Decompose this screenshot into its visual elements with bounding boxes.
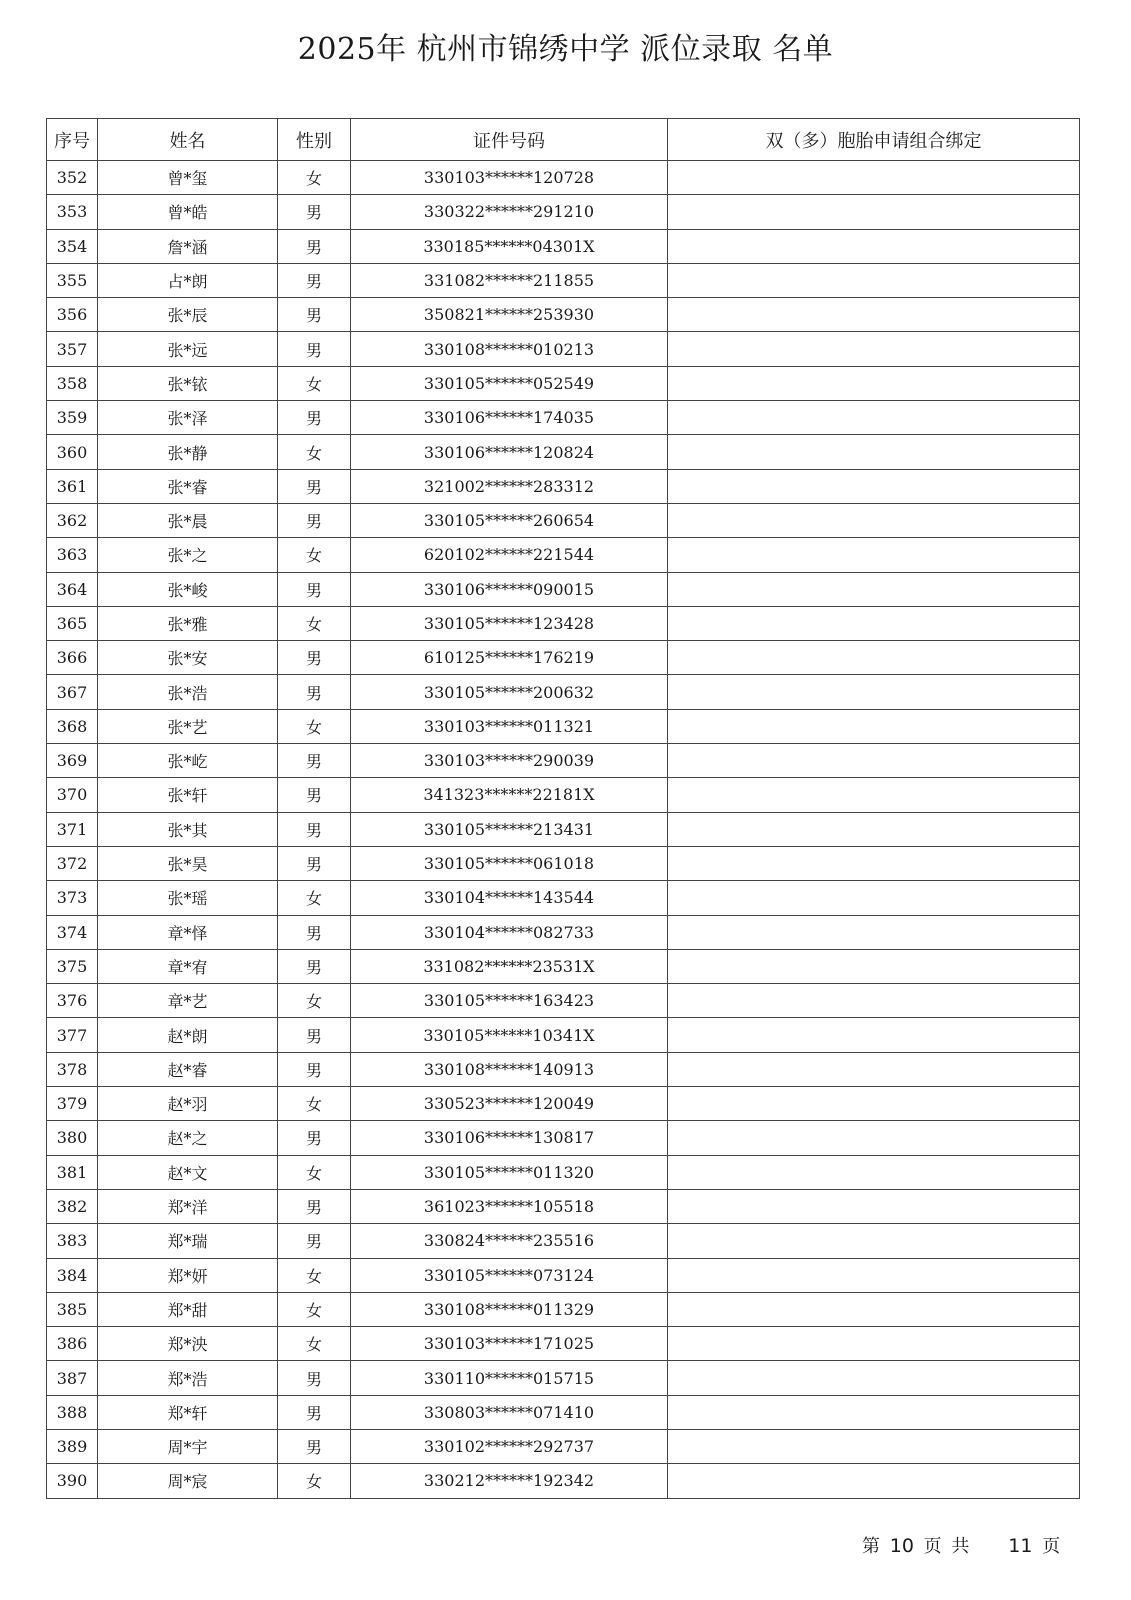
cell-serial: 363 (47, 538, 98, 572)
cell-gender: 女 (278, 881, 351, 915)
cell-gender: 男 (278, 846, 351, 880)
cell-gender: 男 (278, 1224, 351, 1258)
cell-twin-binding (668, 435, 1080, 469)
cell-name: 张*轩 (98, 778, 278, 812)
cell-serial: 369 (47, 744, 98, 778)
footer-middle: 页 共 (923, 1536, 970, 1557)
cell-twin-binding (668, 503, 1080, 537)
cell-twin-binding (668, 641, 1080, 675)
cell-serial: 364 (47, 572, 98, 606)
cell-serial: 359 (47, 401, 98, 435)
cell-serial: 385 (47, 1292, 98, 1326)
cell-name: 郑*妍 (98, 1258, 278, 1292)
cell-serial: 370 (47, 778, 98, 812)
cell-gender: 男 (278, 503, 351, 537)
cell-name: 张*艺 (98, 709, 278, 743)
table-header-row (47, 119, 1080, 161)
table-row (47, 744, 1080, 778)
cell-gender: 女 (278, 1327, 351, 1361)
cell-twin-binding (668, 572, 1080, 606)
cell-id-number: 330105******123428 (351, 606, 668, 640)
cell-name: 詹*涵 (98, 229, 278, 263)
cell-name: 张*瑶 (98, 881, 278, 915)
header-name: 姓名 (98, 119, 278, 161)
cell-twin-binding (668, 1018, 1080, 1052)
cell-id-number: 330212******192342 (351, 1464, 668, 1498)
cell-gender: 女 (278, 709, 351, 743)
cell-id-number: 331082******211855 (351, 263, 668, 297)
cell-twin-binding (668, 1224, 1080, 1258)
cell-serial: 353 (47, 195, 98, 229)
cell-twin-binding (668, 1361, 1080, 1395)
cell-id-number: 330106******090015 (351, 572, 668, 606)
cell-twin-binding (668, 1189, 1080, 1223)
cell-serial: 372 (47, 846, 98, 880)
cell-name: 张*其 (98, 812, 278, 846)
cell-gender: 女 (278, 1087, 351, 1121)
cell-gender: 女 (278, 1292, 351, 1326)
cell-gender: 男 (278, 1121, 351, 1155)
cell-name: 郑*轩 (98, 1395, 278, 1429)
cell-twin-binding (668, 332, 1080, 366)
table-row (47, 1361, 1080, 1395)
cell-gender: 男 (278, 332, 351, 366)
cell-serial: 352 (47, 161, 98, 195)
cell-name: 张*屹 (98, 744, 278, 778)
cell-gender: 男 (278, 263, 351, 297)
cell-id-number: 330104******143544 (351, 881, 668, 915)
cell-gender: 男 (278, 401, 351, 435)
cell-id-number: 330110******015715 (351, 1361, 668, 1395)
table-row (47, 1327, 1080, 1361)
table-row (47, 401, 1080, 435)
cell-id-number: 330106******120824 (351, 435, 668, 469)
cell-gender: 女 (278, 1258, 351, 1292)
cell-gender: 女 (278, 1155, 351, 1189)
cell-id-number: 620102******221544 (351, 538, 668, 572)
cell-serial: 365 (47, 606, 98, 640)
cell-name: 郑*甜 (98, 1292, 278, 1326)
table-row (47, 606, 1080, 640)
cell-id-number: 330322******291210 (351, 195, 668, 229)
header-serial: 序号 (47, 119, 98, 161)
cell-id-number: 330106******130817 (351, 1121, 668, 1155)
cell-gender: 男 (278, 641, 351, 675)
table-row (47, 778, 1080, 812)
table-row (47, 846, 1080, 880)
table-row (47, 915, 1080, 949)
cell-serial: 361 (47, 469, 98, 503)
cell-gender: 男 (278, 778, 351, 812)
cell-serial: 373 (47, 881, 98, 915)
cell-gender: 男 (278, 675, 351, 709)
cell-id-number: 330108******011329 (351, 1292, 668, 1326)
cell-gender: 男 (278, 298, 351, 332)
cell-twin-binding (668, 1395, 1080, 1429)
cell-serial: 367 (47, 675, 98, 709)
table-row (47, 503, 1080, 537)
cell-twin-binding (668, 469, 1080, 503)
cell-gender: 男 (278, 229, 351, 263)
table-row (47, 366, 1080, 400)
cell-twin-binding (668, 195, 1080, 229)
cell-id-number: 330105******213431 (351, 812, 668, 846)
cell-gender: 男 (278, 1052, 351, 1086)
cell-serial: 354 (47, 229, 98, 263)
cell-serial: 366 (47, 641, 98, 675)
cell-id-number: 321002******283312 (351, 469, 668, 503)
table-row (47, 1018, 1080, 1052)
cell-id-number: 330523******120049 (351, 1087, 668, 1121)
cell-serial: 388 (47, 1395, 98, 1429)
cell-id-number: 330103******011321 (351, 709, 668, 743)
cell-twin-binding (668, 1155, 1080, 1189)
cell-gender: 女 (278, 538, 351, 572)
cell-id-number: 330105******260654 (351, 503, 668, 537)
cell-id-number: 330105******073124 (351, 1258, 668, 1292)
cell-id-number: 361023******105518 (351, 1189, 668, 1223)
cell-gender: 男 (278, 1395, 351, 1429)
cell-gender: 女 (278, 984, 351, 1018)
cell-id-number: 330105******011320 (351, 1155, 668, 1189)
cell-serial: 383 (47, 1224, 98, 1258)
cell-name: 张*睿 (98, 469, 278, 503)
cell-id-number: 330103******290039 (351, 744, 668, 778)
cell-serial: 375 (47, 949, 98, 983)
table-row (47, 572, 1080, 606)
cell-twin-binding (668, 1292, 1080, 1326)
cell-id-number: 330104******082733 (351, 915, 668, 949)
table-row (47, 1395, 1080, 1429)
cell-gender: 男 (278, 949, 351, 983)
cell-id-number: 330103******171025 (351, 1327, 668, 1361)
cell-twin-binding (668, 915, 1080, 949)
cell-gender: 男 (278, 1361, 351, 1395)
header-id-number: 证件号码 (351, 119, 668, 161)
cell-gender: 男 (278, 469, 351, 503)
cell-gender: 女 (278, 606, 351, 640)
table-row (47, 263, 1080, 297)
cell-id-number: 330106******174035 (351, 401, 668, 435)
cell-twin-binding (668, 846, 1080, 880)
cell-twin-binding (668, 229, 1080, 263)
table-row (47, 161, 1080, 195)
table-row (47, 675, 1080, 709)
cell-twin-binding (668, 709, 1080, 743)
cell-name: 张*之 (98, 538, 278, 572)
cell-serial: 356 (47, 298, 98, 332)
cell-id-number: 341323******22181X (351, 778, 668, 812)
cell-name: 张*昊 (98, 846, 278, 880)
cell-name: 张*辰 (98, 298, 278, 332)
page-title: 2025年 杭州市锦绣中学 派位录取 名单 (297, 32, 834, 67)
cell-name: 张*峻 (98, 572, 278, 606)
cell-name: 赵*之 (98, 1121, 278, 1155)
table-row (47, 1258, 1080, 1292)
cell-id-number: 330105******200632 (351, 675, 668, 709)
page-footer (862, 1532, 1060, 1558)
cell-gender: 女 (278, 435, 351, 469)
cell-name: 郑*泱 (98, 1327, 278, 1361)
table-row (47, 1052, 1080, 1086)
cell-id-number: 330103******120728 (351, 161, 668, 195)
table-row (47, 1464, 1080, 1498)
footer-suffix: 页 (1042, 1536, 1061, 1557)
cell-name: 周*宸 (98, 1464, 278, 1498)
cell-serial: 386 (47, 1327, 98, 1361)
footer-total-pages: 11 (1008, 1535, 1033, 1557)
cell-name: 郑*洋 (98, 1189, 278, 1223)
table-row (47, 1224, 1080, 1258)
cell-serial: 376 (47, 984, 98, 1018)
table-row (47, 1121, 1080, 1155)
table-row (47, 984, 1080, 1018)
cell-id-number: 350821******253930 (351, 298, 668, 332)
cell-gender: 男 (278, 1189, 351, 1223)
cell-serial: 362 (47, 503, 98, 537)
cell-twin-binding (668, 881, 1080, 915)
cell-serial: 377 (47, 1018, 98, 1052)
cell-name: 赵*朗 (98, 1018, 278, 1052)
cell-id-number: 330105******10341X (351, 1018, 668, 1052)
cell-gender: 男 (278, 915, 351, 949)
cell-gender: 男 (278, 1018, 351, 1052)
table-row (47, 1189, 1080, 1223)
cell-twin-binding (668, 812, 1080, 846)
cell-name: 赵*文 (98, 1155, 278, 1189)
cell-twin-binding (668, 1327, 1080, 1361)
cell-serial: 382 (47, 1189, 98, 1223)
table-row (47, 298, 1080, 332)
cell-gender: 男 (278, 1429, 351, 1463)
cell-twin-binding (668, 675, 1080, 709)
cell-id-number: 330185******04301X (351, 229, 668, 263)
cell-name: 张*泽 (98, 401, 278, 435)
cell-name: 张*安 (98, 641, 278, 675)
cell-id-number: 330102******292737 (351, 1429, 668, 1463)
cell-name: 张*静 (98, 435, 278, 469)
footer-prefix: 第 (862, 1536, 880, 1557)
cell-twin-binding (668, 263, 1080, 297)
cell-name: 张*浩 (98, 675, 278, 709)
table-row (47, 229, 1080, 263)
cell-twin-binding (668, 298, 1080, 332)
cell-twin-binding (668, 401, 1080, 435)
cell-serial: 387 (47, 1361, 98, 1395)
table-row (47, 469, 1080, 503)
cell-name: 张*远 (98, 332, 278, 366)
footer-current-page: 10 (889, 1535, 914, 1557)
table-row (47, 332, 1080, 366)
cell-twin-binding (668, 778, 1080, 812)
cell-gender: 男 (278, 744, 351, 778)
cell-serial: 389 (47, 1429, 98, 1463)
cell-gender: 男 (278, 812, 351, 846)
cell-serial: 379 (47, 1087, 98, 1121)
cell-name: 张*晨 (98, 503, 278, 537)
cell-serial: 355 (47, 263, 98, 297)
cell-name: 曾*皓 (98, 195, 278, 229)
header-twin-binding: 双（多）胞胎申请组合绑定 (668, 119, 1080, 161)
cell-serial: 374 (47, 915, 98, 949)
table-row (47, 195, 1080, 229)
cell-name: 张*雅 (98, 606, 278, 640)
cell-serial: 378 (47, 1052, 98, 1086)
table-row (47, 812, 1080, 846)
cell-gender: 男 (278, 195, 351, 229)
cell-id-number: 330105******052549 (351, 366, 668, 400)
cell-twin-binding (668, 366, 1080, 400)
cell-gender: 女 (278, 366, 351, 400)
cell-serial: 384 (47, 1258, 98, 1292)
cell-id-number: 330105******061018 (351, 846, 668, 880)
cell-gender: 男 (278, 572, 351, 606)
cell-id-number: 331082******23531X (351, 949, 668, 983)
cell-twin-binding (668, 1464, 1080, 1498)
cell-serial: 358 (47, 366, 98, 400)
cell-id-number: 330824******235516 (351, 1224, 668, 1258)
cell-id-number: 330108******010213 (351, 332, 668, 366)
cell-twin-binding (668, 949, 1080, 983)
table-row (47, 435, 1080, 469)
cell-twin-binding (668, 1121, 1080, 1155)
table-row (47, 949, 1080, 983)
cell-twin-binding (668, 1052, 1080, 1086)
cell-name: 占*朗 (98, 263, 278, 297)
table-row (47, 1292, 1080, 1326)
cell-name: 张*铱 (98, 366, 278, 400)
cell-serial: 360 (47, 435, 98, 469)
cell-name: 赵*睿 (98, 1052, 278, 1086)
cell-name: 曾*玺 (98, 161, 278, 195)
cell-name: 郑*浩 (98, 1361, 278, 1395)
cell-serial: 381 (47, 1155, 98, 1189)
table-row (47, 1087, 1080, 1121)
cell-twin-binding (668, 161, 1080, 195)
header-gender: 性别 (278, 119, 351, 161)
cell-serial: 357 (47, 332, 98, 366)
table-row (47, 1155, 1080, 1189)
cell-gender: 女 (278, 161, 351, 195)
cell-name: 章*怿 (98, 915, 278, 949)
cell-name: 郑*瑞 (98, 1224, 278, 1258)
table-row (47, 641, 1080, 675)
cell-twin-binding (668, 606, 1080, 640)
table-row (47, 1429, 1080, 1463)
cell-serial: 368 (47, 709, 98, 743)
cell-twin-binding (668, 744, 1080, 778)
cell-id-number: 610125******176219 (351, 641, 668, 675)
cell-twin-binding (668, 1087, 1080, 1121)
cell-name: 章*艺 (98, 984, 278, 1018)
cell-id-number: 330108******140913 (351, 1052, 668, 1086)
cell-gender: 女 (278, 1464, 351, 1498)
cell-twin-binding (668, 1429, 1080, 1463)
cell-name: 周*宇 (98, 1429, 278, 1463)
cell-serial: 390 (47, 1464, 98, 1498)
cell-name: 赵*羽 (98, 1087, 278, 1121)
cell-serial: 371 (47, 812, 98, 846)
cell-twin-binding (668, 1258, 1080, 1292)
table-row (47, 709, 1080, 743)
table-body (47, 161, 1080, 1499)
table-row (47, 881, 1080, 915)
cell-twin-binding (668, 538, 1080, 572)
table-row (47, 538, 1080, 572)
cell-id-number: 330803******071410 (351, 1395, 668, 1429)
cell-id-number: 330105******163423 (351, 984, 668, 1018)
admission-table (46, 118, 1080, 1499)
cell-name: 章*宥 (98, 949, 278, 983)
cell-twin-binding (668, 984, 1080, 1018)
cell-serial: 380 (47, 1121, 98, 1155)
